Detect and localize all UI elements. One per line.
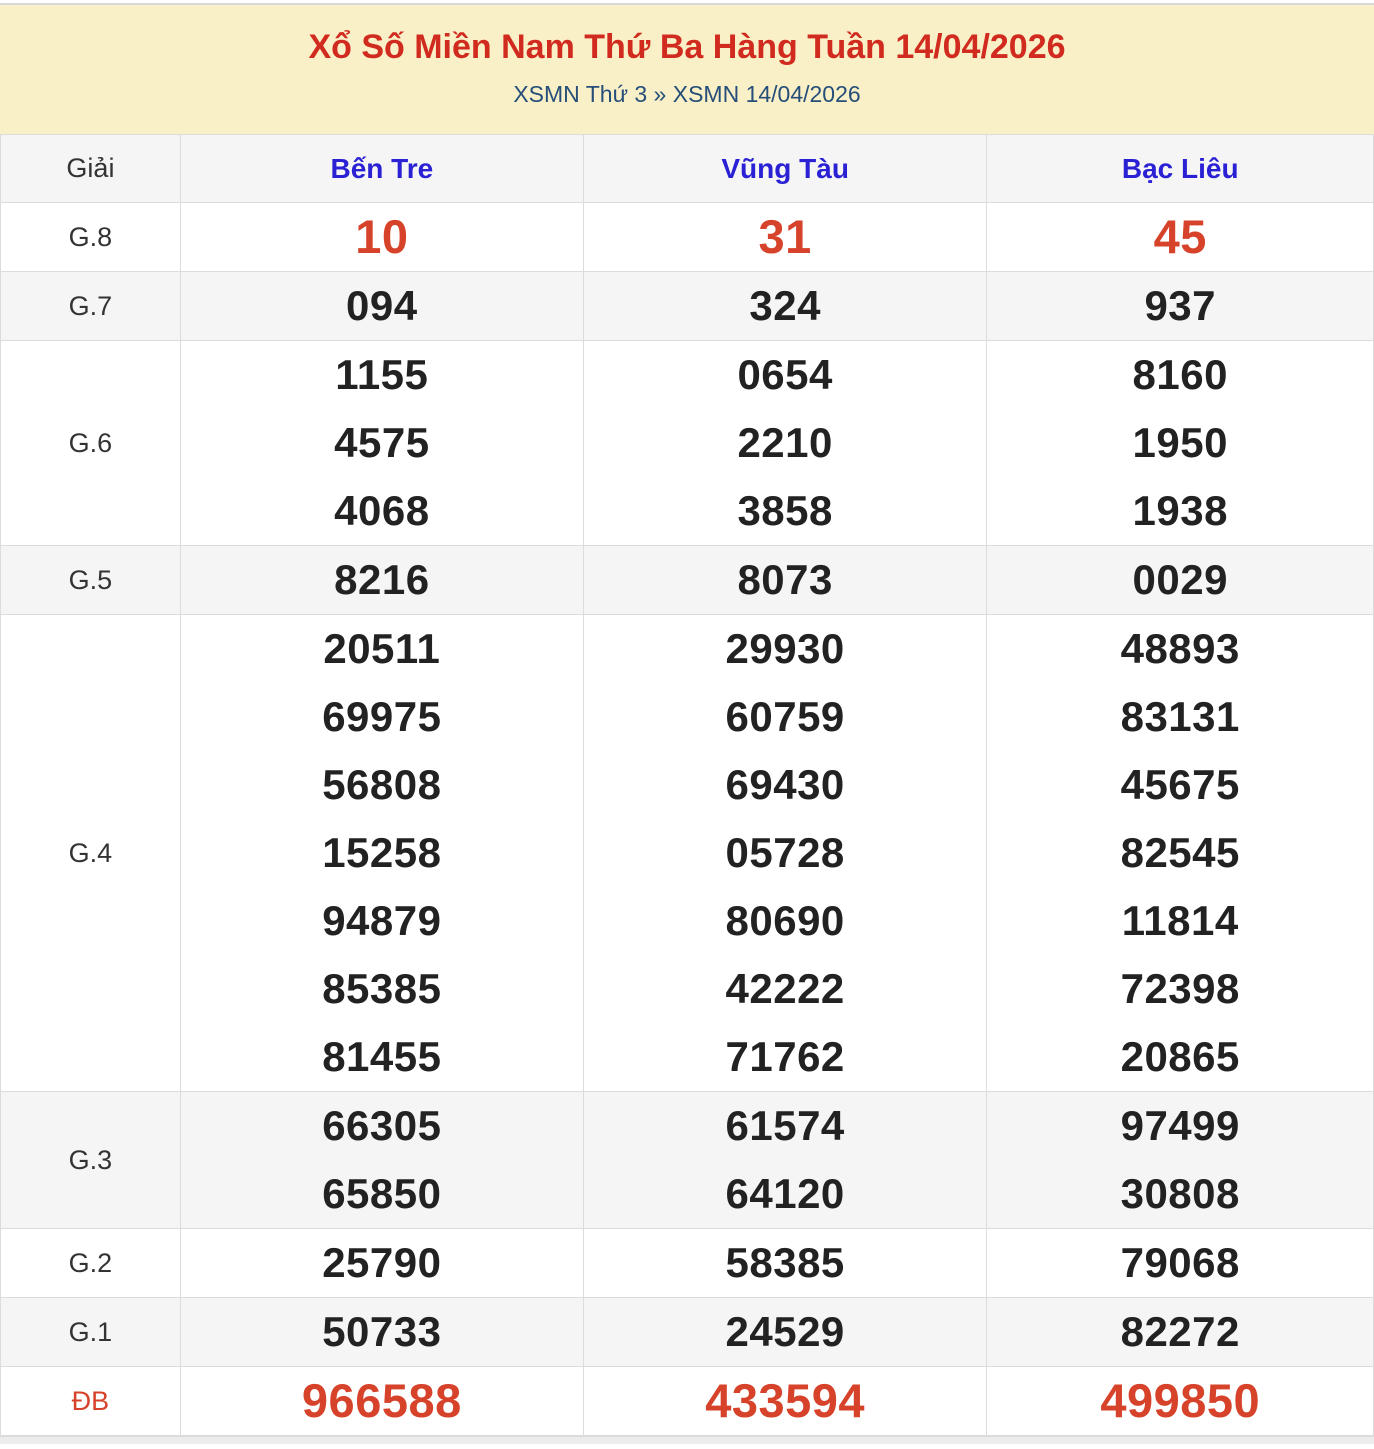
results-table-head-row bbox=[1, 135, 1374, 203]
table-row bbox=[1, 1092, 1374, 1229]
result-number: 58385 bbox=[725, 1239, 845, 1287]
result-number: 499850 bbox=[1100, 1374, 1261, 1428]
result-number: 45 bbox=[1153, 210, 1207, 264]
result-cell bbox=[987, 272, 1374, 341]
result-cell bbox=[583, 1367, 987, 1436]
result-number: 4575 bbox=[334, 419, 430, 467]
result-cell bbox=[180, 1298, 583, 1367]
result-number: 79068 bbox=[1120, 1239, 1240, 1287]
result-cell bbox=[180, 615, 583, 1092]
result-number: 30808 bbox=[1120, 1170, 1240, 1218]
result-number: 56808 bbox=[322, 761, 442, 809]
table-row bbox=[1, 272, 1374, 341]
result-cell bbox=[987, 203, 1374, 272]
prize-label: G.6 bbox=[1, 341, 181, 546]
result-number: 83131 bbox=[1120, 693, 1240, 741]
result-cell bbox=[987, 546, 1374, 615]
result-number: 72398 bbox=[1120, 965, 1240, 1013]
result-number: 15258 bbox=[322, 829, 442, 877]
result-number: 937 bbox=[1144, 282, 1217, 330]
result-number: 3858 bbox=[737, 487, 833, 535]
result-number: 2210 bbox=[737, 419, 833, 467]
result-number: 50733 bbox=[322, 1308, 442, 1356]
result-number: 0029 bbox=[1132, 556, 1228, 604]
result-number: 8073 bbox=[737, 556, 833, 604]
page-header bbox=[0, 5, 1374, 134]
result-number: 4068 bbox=[334, 487, 430, 535]
result-number: 29930 bbox=[725, 625, 845, 673]
results-table-body bbox=[1, 203, 1374, 1436]
result-number: 48893 bbox=[1120, 625, 1240, 673]
result-cell bbox=[180, 272, 583, 341]
result-number: 71762 bbox=[725, 1033, 845, 1081]
result-number: 1950 bbox=[1132, 419, 1228, 467]
province-header[interactable]: Bạc Liêu bbox=[987, 135, 1374, 203]
result-number: 82545 bbox=[1120, 829, 1240, 877]
province-header[interactable]: Vũng Tàu bbox=[583, 135, 987, 203]
result-number: 1938 bbox=[1132, 487, 1228, 535]
result-number: 324 bbox=[749, 282, 821, 330]
result-cell bbox=[180, 1092, 583, 1229]
result-number: 25790 bbox=[322, 1239, 442, 1287]
result-number: 8160 bbox=[1132, 351, 1228, 399]
result-cell bbox=[583, 1092, 987, 1229]
result-number: 966588 bbox=[301, 1374, 462, 1428]
result-number: 8216 bbox=[334, 556, 430, 604]
result-number: 45675 bbox=[1120, 761, 1240, 809]
result-number: 69430 bbox=[725, 761, 845, 809]
result-number: 20865 bbox=[1120, 1033, 1240, 1081]
table-row bbox=[1, 203, 1374, 272]
prize-label: G.7 bbox=[1, 272, 181, 341]
result-number: 65850 bbox=[322, 1170, 442, 1218]
table-row bbox=[1, 615, 1374, 1092]
result-number: 82272 bbox=[1120, 1308, 1240, 1356]
result-number: 433594 bbox=[705, 1374, 866, 1428]
result-cell bbox=[180, 203, 583, 272]
result-number: 094 bbox=[346, 282, 418, 330]
prize-label: G.1 bbox=[1, 1298, 181, 1367]
result-cell bbox=[583, 1298, 987, 1367]
breadcrumb[interactable]: XSMN Thứ 3 » XSMN 14/04/2026 bbox=[513, 81, 861, 108]
result-number: 10 bbox=[355, 210, 409, 264]
result-number: 0654 bbox=[737, 351, 833, 399]
table-row bbox=[1, 1229, 1374, 1298]
result-cell bbox=[180, 341, 583, 546]
prize-label: G.4 bbox=[1, 615, 181, 1092]
result-cell bbox=[180, 1367, 583, 1436]
table-row bbox=[1, 1367, 1374, 1436]
prize-label: G.5 bbox=[1, 546, 181, 615]
result-cell bbox=[180, 546, 583, 615]
result-number: 11814 bbox=[1121, 897, 1239, 945]
result-cell bbox=[987, 341, 1374, 546]
prize-label: ĐB bbox=[1, 1367, 181, 1436]
result-cell bbox=[583, 272, 987, 341]
result-cell bbox=[583, 1229, 987, 1298]
result-number: 66305 bbox=[322, 1102, 442, 1150]
result-number: 69975 bbox=[322, 693, 442, 741]
result-number: 42222 bbox=[725, 965, 845, 1013]
result-cell bbox=[583, 203, 987, 272]
result-number: 20511 bbox=[323, 625, 441, 673]
bottom-divider bbox=[0, 1436, 1374, 1444]
result-number: 31 bbox=[758, 210, 812, 264]
result-number: 80690 bbox=[725, 897, 845, 945]
result-cell bbox=[583, 341, 987, 546]
prize-label: G.8 bbox=[1, 203, 181, 272]
prize-column-header: Giải bbox=[1, 135, 181, 203]
result-cell bbox=[583, 615, 987, 1092]
result-number: 85385 bbox=[322, 965, 442, 1013]
result-number: 94879 bbox=[322, 897, 442, 945]
table-row bbox=[1, 546, 1374, 615]
result-cell bbox=[987, 1298, 1374, 1367]
prize-label: G.3 bbox=[1, 1092, 181, 1229]
result-cell bbox=[583, 546, 987, 615]
result-number: 97499 bbox=[1120, 1102, 1240, 1150]
table-row bbox=[1, 341, 1374, 546]
result-cell bbox=[987, 1229, 1374, 1298]
results-table bbox=[0, 134, 1374, 1436]
result-number: 81455 bbox=[322, 1033, 442, 1081]
result-cell bbox=[987, 1092, 1374, 1229]
result-number: 05728 bbox=[725, 829, 845, 877]
result-number: 61574 bbox=[725, 1102, 845, 1150]
result-number: 60759 bbox=[725, 693, 845, 741]
province-header[interactable]: Bến Tre bbox=[180, 135, 583, 203]
result-cell bbox=[987, 1367, 1374, 1436]
prize-label: G.2 bbox=[1, 1229, 181, 1298]
table-row bbox=[1, 1298, 1374, 1367]
result-cell bbox=[987, 615, 1374, 1092]
result-number: 1155 bbox=[335, 351, 429, 399]
result-cell bbox=[180, 1229, 583, 1298]
page-title: Xổ Số Miền Nam Thứ Ba Hàng Tuần 14/04/2026 bbox=[308, 28, 1066, 66]
result-number: 64120 bbox=[725, 1170, 845, 1218]
result-number: 24529 bbox=[725, 1308, 845, 1356]
